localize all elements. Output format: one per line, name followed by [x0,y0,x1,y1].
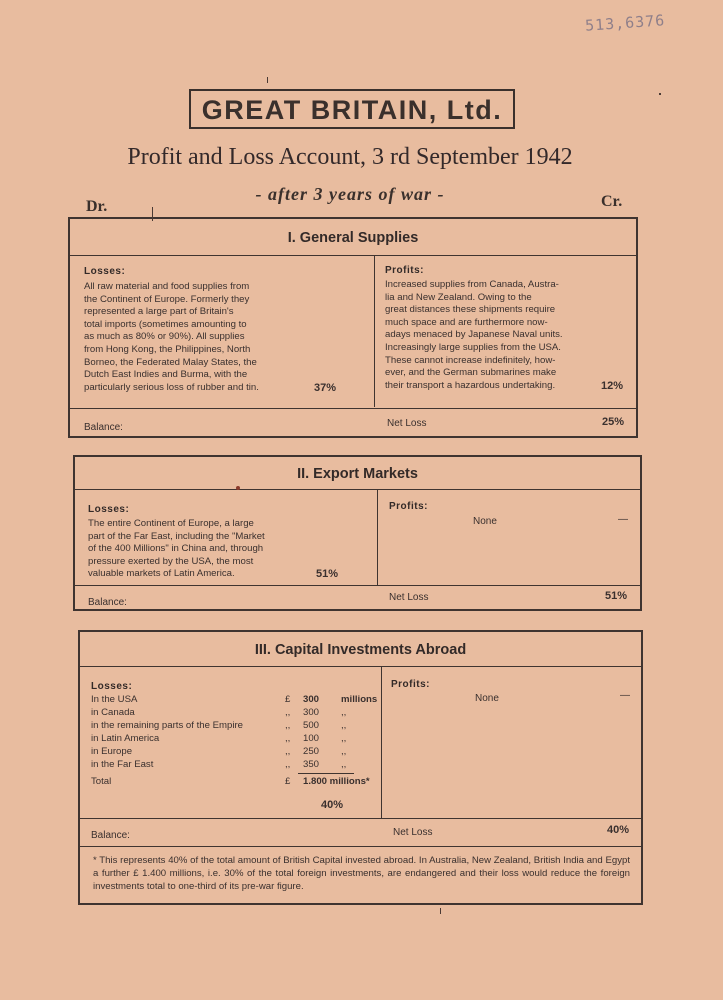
divider [381,666,382,818]
profits-label: Profits: [385,265,424,276]
losses-percentage: 40% [321,799,344,811]
amount: 100 [303,733,320,744]
text-line: much space and are furthermore now- [385,316,548,328]
text-line: These cannot increase indefinitely, how- [385,354,556,366]
divider [80,846,641,847]
region-name: in Canada [91,707,135,718]
section-heading: I. General Supplies [287,230,419,246]
profits-none: None [473,516,497,527]
losses-percentage: 37% [314,382,337,394]
unit: ,, [341,733,347,744]
net-loss-label: Net Loss [393,827,433,838]
currency: ,, [285,707,291,718]
credit-label: Cr. [601,193,623,210]
text-line: total imports (sometimes amounting to [84,318,247,330]
investment-total-row [91,776,381,790]
divider [75,489,640,490]
net-loss-percentage: 51% [605,590,628,602]
footnote: * This represents 40% of the total amount of British Capital invested abroad. In Australia, New Zealand, British India and Egypt a further £ 1.400 millions, i.e. 30% of the total foreign investments, are endangered and their loss would reduce the foreign investments total to one-third of its pre-war figure. [93,855,630,892]
text-line: All raw material and food supplies from [84,281,250,292]
debit-label: Dr. [86,198,108,215]
losses-text [84,281,304,394]
total-label: Total [91,776,112,787]
text-line: as much as 80% or 90%). All supplies [84,331,245,343]
amount: 500 [303,720,320,731]
archive-reference-number: 513,6376 [584,11,666,35]
paper-mark [267,77,268,83]
currency: ,, [285,720,291,731]
losses-label: Losses: [91,681,133,692]
document-title: GREAT BRITAIN, Ltd. [201,95,503,125]
section-heading: III. Capital Investments Abroad [254,642,467,658]
divider [75,585,640,586]
amount: 300 [303,707,320,718]
currency: ,, [285,733,291,744]
title-box [189,89,515,129]
net-loss-percentage: 40% [607,824,630,836]
unit: millions [341,694,378,705]
section-general-supplies [68,217,638,438]
tagline: - after 3 years of war - [255,184,445,204]
divider [70,408,636,409]
divider [70,255,636,256]
text-line: from Hong Kong, the Philippines, North [84,343,251,355]
balance-label: Balance: [88,597,127,608]
text-line: ever, and the German submarines make [385,367,557,379]
profits-none: None [475,693,499,704]
investment-table [91,694,381,774]
currency: £ [285,776,291,787]
profits-percentage: 12% [601,380,624,392]
profits-label: Profits: [389,501,428,512]
net-loss-label: Net Loss [389,592,429,603]
divider [80,818,641,819]
text-line: represented a large part of Britain's [84,306,234,318]
paper-speck [659,93,661,95]
text-line: pressure exerted by the USA, the most [88,555,254,567]
text-line: of the 400 Millions" in China and, through [88,543,264,555]
region-name: in the remaining parts of the Empire [91,720,243,731]
profits-dash: — [620,690,630,701]
amount: 250 [303,746,320,757]
ink-speck [236,486,240,490]
divider [377,489,378,585]
unit: ,, [341,707,347,718]
subtitle-text: Profit and Loss Account, 3 rd September 1942 [127,144,573,170]
currency: £ [285,694,291,705]
text-line: Borneo, the Federated Malay States, the [84,356,257,368]
balance-label: Balance: [91,830,130,841]
text-line: Increased supplies from Canada, Austra- [385,279,559,290]
region-name: in Latin America [91,733,160,744]
section-heading: II. Export Markets [297,466,418,482]
text-line: lia and New Zealand. Owing to the [385,291,532,303]
profits-text [385,279,585,392]
losses-percentage: 51% [316,568,339,580]
section-capital-investments [78,630,643,905]
text-line: Increasingly large supplies from the USA. [385,341,561,353]
region-name: in Europe [91,746,133,757]
unit: ,, [341,746,347,757]
divider [80,666,641,667]
amount: 300 [303,694,320,705]
region-name: in the Far East [91,759,154,770]
sum-rule [298,773,354,774]
net-loss-label: Net Loss [387,418,427,429]
region-name: In the USA [91,694,138,705]
profits-label: Profits: [391,679,430,690]
paper-mark [440,908,441,914]
text-line: particularly serious loss of rubber and tin. [84,381,259,393]
text-line: their transport a hazardous undertaking. [385,379,556,391]
text-line: great distances these shipments require [385,304,556,316]
losses-label: Losses: [84,266,126,277]
currency: ,, [285,746,291,757]
balance-label: Balance: [84,422,123,433]
text-line: The entire Continent of Europe, a large [88,518,254,529]
divider [374,255,375,407]
currency: ,, [285,759,291,770]
text-line: part of the Far East, including the "Market [88,530,265,542]
paper-mark [152,207,153,221]
net-loss-percentage: 25% [602,416,625,428]
text-line: adays menaced by Japanese Naval units. [385,329,563,341]
unit: ,, [341,759,347,770]
losses-text [88,518,308,581]
text-line: valuable markets of Latin America. [88,568,235,580]
text-line: Dutch East Indies and Burma, with the [84,369,248,381]
unit: ,, [341,720,347,731]
section-export-markets [73,455,642,611]
document-subtitle [90,144,610,171]
amount: 350 [303,759,320,770]
profits-dash: — [618,514,628,525]
total-amount: 1.800 millions* [303,776,370,787]
losses-label: Losses: [88,504,130,515]
text-line: the Continent of Europe. Formerly they [84,293,250,305]
